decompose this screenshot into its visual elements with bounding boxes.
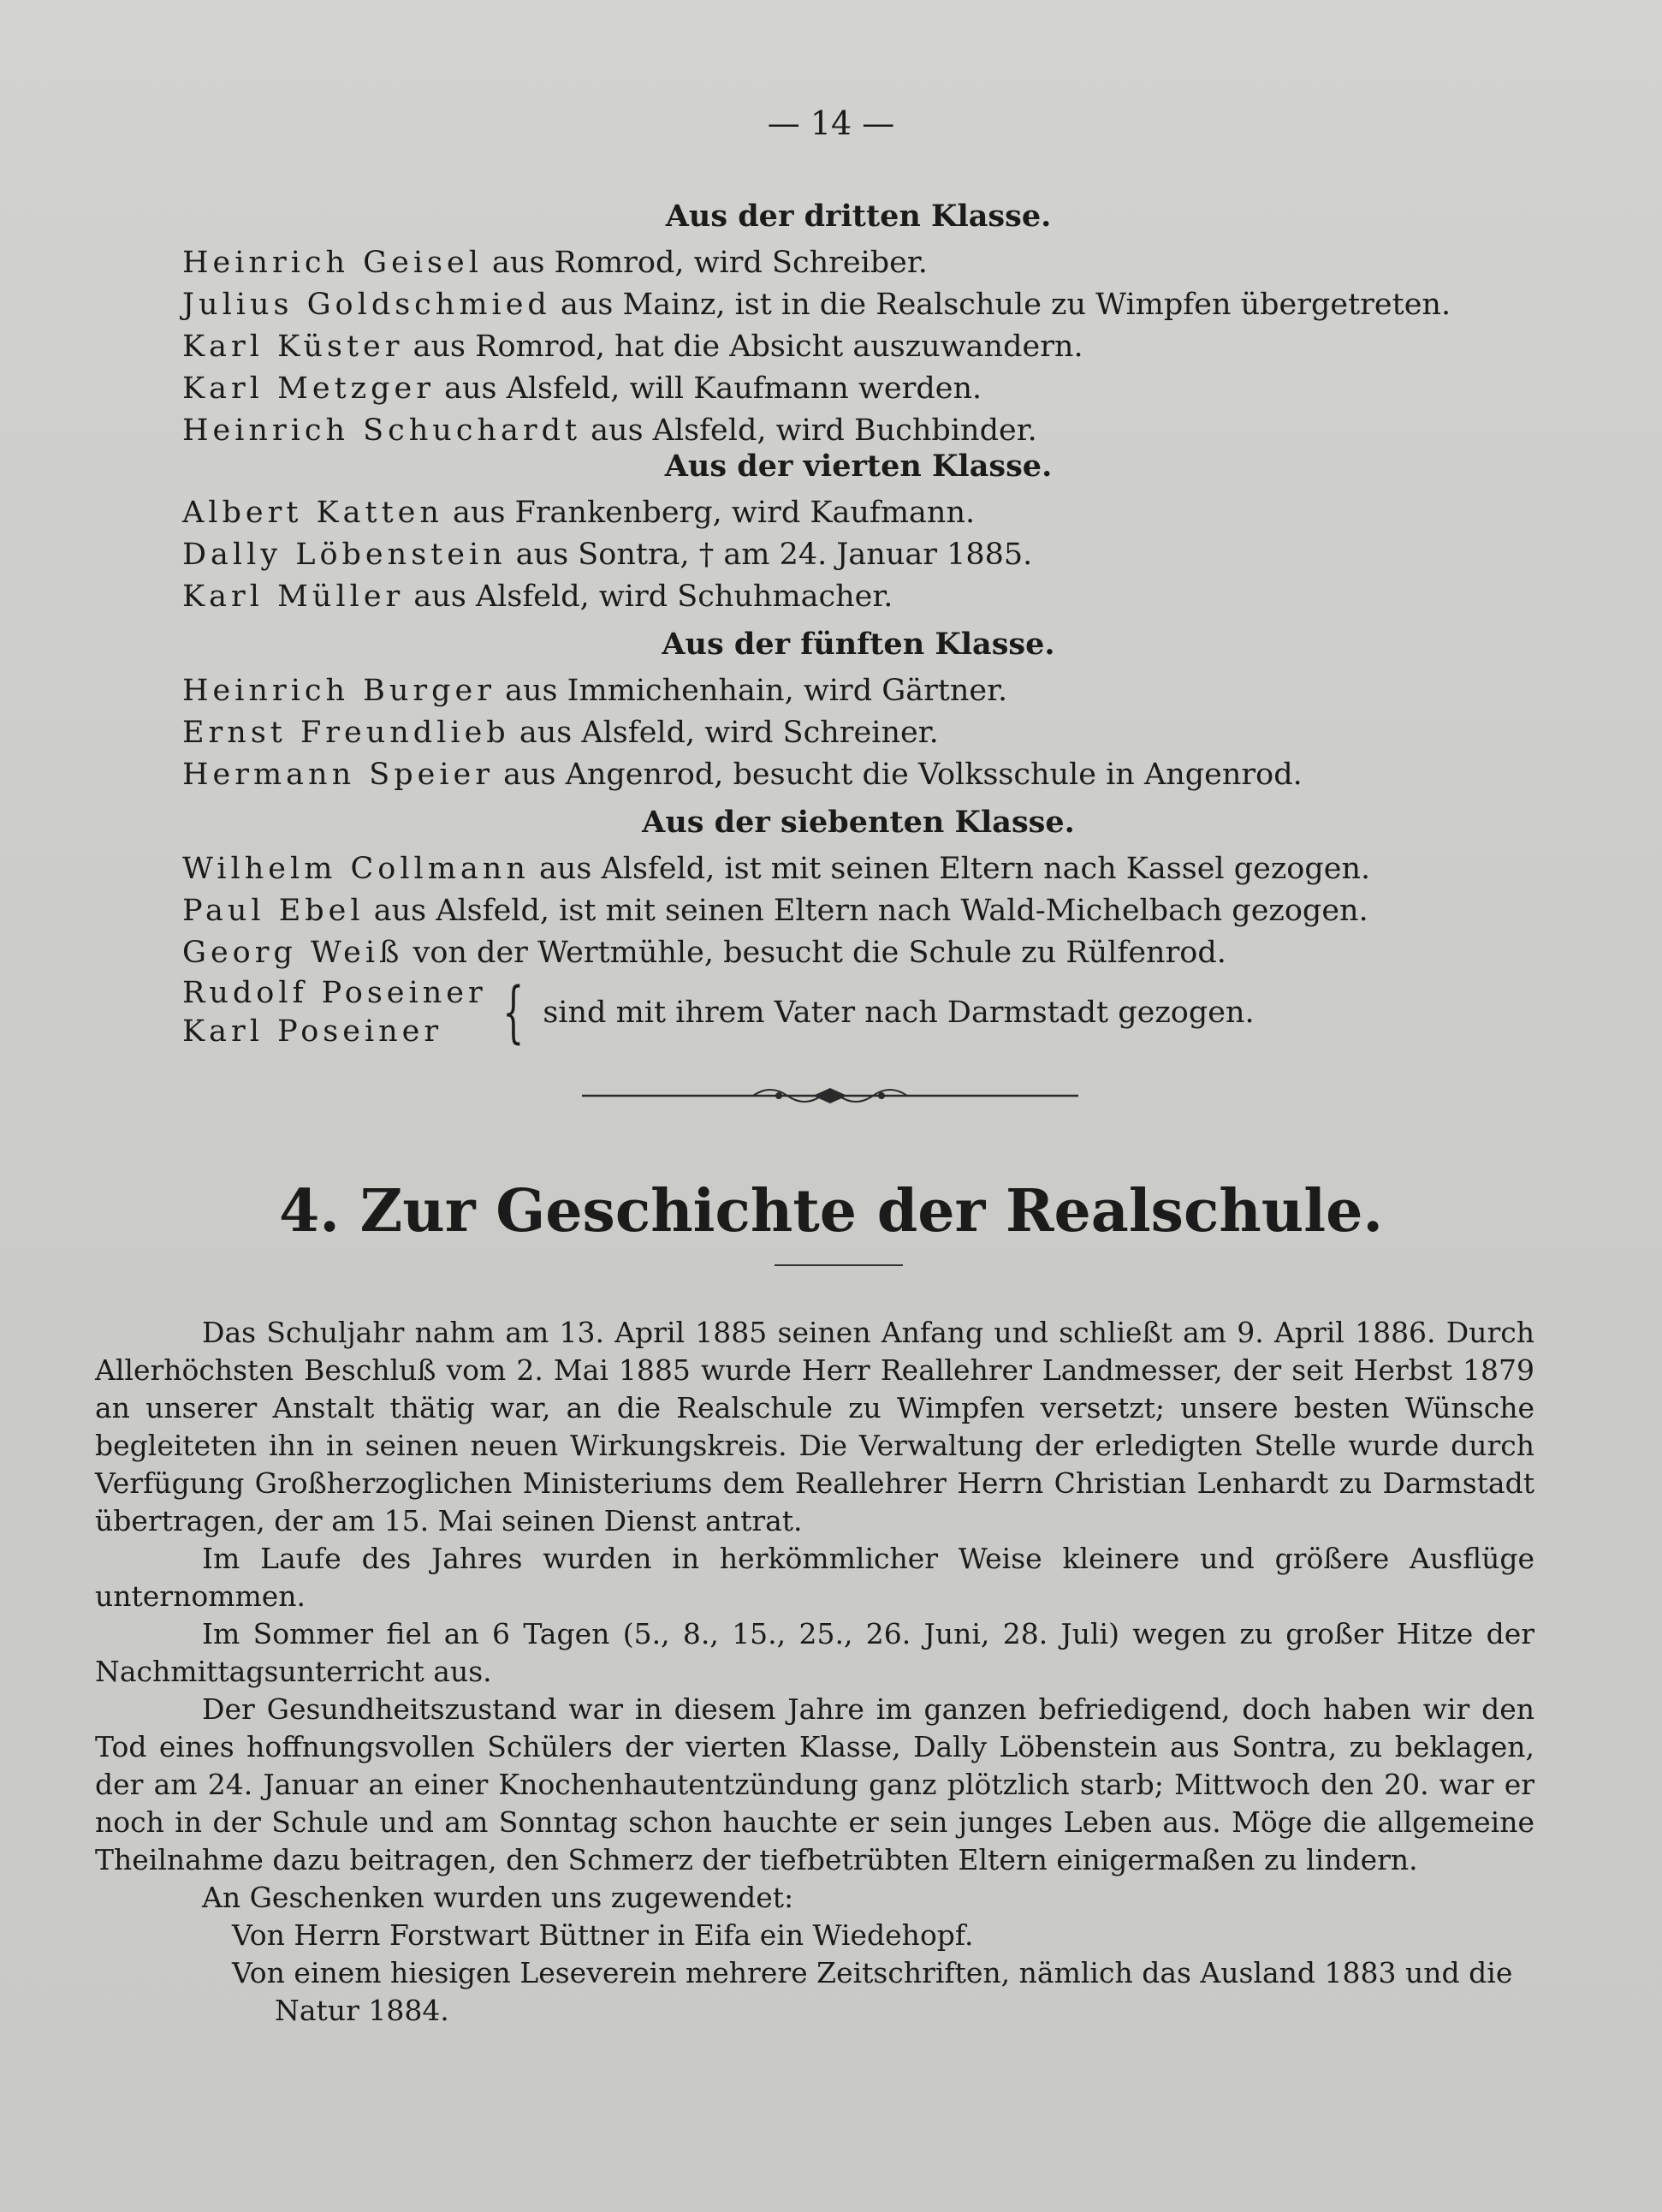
list-item: Heinrich Geisel aus Romrod, wird Schreiber.: [182, 246, 928, 280]
list-item: Karl Metzger aus Alsfeld, will Kaufmann werden.: [182, 372, 982, 406]
brace-names: [182, 974, 487, 1051]
brace-group: [182, 974, 1534, 1051]
list-item: Rudolf Poseiner: [182, 976, 487, 1010]
list-heading: Aus der vierten Klasse.: [664, 449, 1053, 484]
list-item: Karl Poseiner: [182, 1014, 443, 1049]
ornament-divider-icon: [582, 1079, 1078, 1113]
list-item: Von Herrn Forstwart Büttner in Eifa ein Wiedehopf.: [232, 1918, 974, 1952]
list-item: Karl Küster aus Romrod, hat die Absicht auszuwandern.: [182, 330, 1083, 364]
gift-list: [95, 1917, 1534, 2030]
list-item: Dally Löbenstein aus Sontra, † am 24. Januar 1885.: [182, 538, 1033, 572]
section-body: [95, 1314, 1534, 2030]
list-item: Hermann Speier aus Angenrod, besucht die Volksschule in Angenrod.: [182, 758, 1303, 792]
paragraph: An Geschenken wurden uns zugewendet:: [202, 1881, 794, 1914]
paragraph: Im Laufe des Jahres wurden in herkömmlicher Weise kleinere und größere Ausflüge unternommen.: [95, 1542, 1534, 1613]
list-dritte-klasse: [182, 195, 1534, 452]
list-heading: Aus der dritten Klasse.: [665, 199, 1052, 234]
paragraph: Im Sommer fiel an 6 Tagen (5., 8., 15., 25., 26. Juni, 28. Juli) wegen zu großer Hitze der Nachmittagsunterricht aus.: [95, 1617, 1534, 1688]
list-fuenfte-klasse: [182, 623, 1534, 796]
list-item: Wilhelm Collmann aus Alsfeld, ist mit seinen Eltern nach Kassel gezogen.: [182, 852, 1371, 886]
list-item: Von einem hiesigen Leseverein mehrere Zeitschriften, nämlich das Ausland 1883 und die Natur 1884.: [232, 1956, 1513, 2027]
paragraph: Das Schuljahr nahm am 13. April 1885 seinen Anfang und schließt am 9. April 1886. Durch Allerhöchsten Beschluß vom 2. Mai 1885 wurde Herr Reallehrer Landmesser, der seit Herbst 1879 an unserer Anstalt thätig war, an die Realschule zu Wimpfen versetzt; unsere besten Wünsche begleiteten ihn in seinen neuen Wirkungskreis. Die Verwaltung der erledigten Stelle wurde durch Verfügung Großherzoglichen Ministeriums dem Reallehrer Herrn Christian Lenhardt zu Darmstadt übertragen, der am 15. Mai seinen Dienst antrat.: [95, 1316, 1534, 1537]
page-number: — 14 —: [767, 104, 895, 142]
section-title: 4. Zur Geschichte der Realschule.: [278, 1177, 1384, 1246]
list-vierte-klasse: [182, 445, 1534, 618]
list-heading: Aus der siebenten Klasse.: [642, 805, 1075, 840]
paragraph: Der Gesundheitszustand war in diesem Jahre im ganzen befriedigend, doch haben wir den Tod eines hoffnungsvollen Schülers der vierten Klasse, Dally Löbenstein aus Sontra, zu beklagen, der am 24. Januar an einer Knochenhautentzündung ganz plötzlich starb; Mittwoch den 20. war er noch in der Schule und am Sonntag schon hauchte er sein junges Leben aus. Möge die allgemeine Theilnahme dazu beitragen, den Schmerz der tiefbetrübten Eltern einigermaßen zu lindern.: [95, 1692, 1534, 1876]
list-item: Ernst Freundlieb aus Alsfeld, wird Schreiner.: [182, 716, 939, 750]
list-item: Heinrich Burger aus Immichenhain, wird Gärtner.: [182, 674, 1008, 708]
list-item: Heinrich Schuchardt aus Alsfeld, wird Buchbinder.: [182, 413, 1037, 448]
list-siebente-klasse: [182, 801, 1534, 1051]
list-item: Albert Katten aus Frankenberg, wird Kaufmann.: [182, 496, 976, 530]
list-item: Julius Goldschmied aus Mainz, ist in die Realschule zu Wimpfen übergetreten.: [182, 288, 1451, 322]
curly-brace-icon: {: [502, 974, 524, 1051]
title-rule: [775, 1264, 903, 1266]
brace-text: sind mit ihrem Vater nach Darmstadt gezogen.: [543, 996, 1255, 1030]
list-heading: Aus der fünften Klasse.: [662, 627, 1055, 662]
list-item: Georg Weiß von der Wertmühle, besucht die Schule zu Rülfenrod.: [182, 936, 1226, 970]
list-item: Paul Ebel aus Alsfeld, ist mit seinen Eltern nach Wald-Michelbach gezogen.: [182, 894, 1368, 928]
list-item: Karl Müller aus Alsfeld, wird Schuhmacher.: [182, 580, 893, 614]
